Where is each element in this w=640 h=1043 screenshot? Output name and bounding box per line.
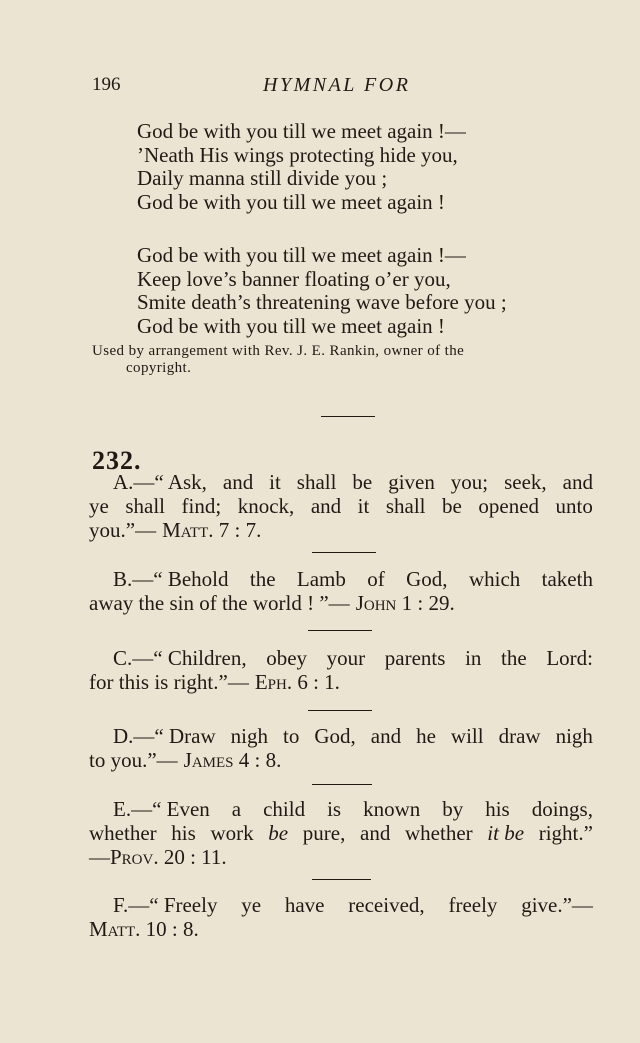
credit-line: copyright. [126, 359, 192, 376]
verse-line: God be with you till we meet again ! [137, 189, 445, 214]
word: C.—“ Children, [113, 646, 247, 670]
scripture-text-b [89, 567, 593, 615]
word: whether [89, 821, 157, 845]
word: he [416, 724, 436, 748]
word: freely [448, 893, 498, 917]
italic-word: be [268, 821, 289, 845]
word: of [367, 567, 385, 591]
word: and [370, 724, 402, 748]
word: draw [498, 724, 541, 748]
scripture-reference: Matt. 10 : 8. [89, 917, 199, 941]
scripture-text-f [89, 893, 593, 941]
text-line [89, 917, 593, 941]
word: child [263, 797, 306, 821]
word: to you.”— [89, 748, 178, 772]
scripture-text-a [89, 470, 593, 542]
page-number: 196 [92, 74, 121, 95]
text-line [89, 893, 593, 917]
word: away the sin of the world ! ”— [89, 591, 350, 615]
verse-line: Daily manna still divide you ; [137, 166, 388, 190]
word: a [231, 797, 242, 821]
section-divider [308, 630, 372, 631]
word: it [269, 470, 281, 494]
credit-line: Used by arrangement with Rev. J. E. Rankin, owner of the [92, 343, 465, 359]
word: knock, [237, 494, 295, 518]
word: in [465, 646, 482, 670]
text-line [89, 821, 593, 845]
word: be [442, 494, 462, 518]
word: find; [181, 494, 222, 518]
text-line [89, 470, 593, 494]
word: ye [89, 494, 109, 518]
word: shall [125, 494, 166, 518]
word: parents [384, 646, 446, 670]
text-line [89, 797, 593, 821]
section-divider [312, 552, 376, 553]
verse-line: God be with you till we meet again !— [137, 119, 466, 143]
text-line [89, 494, 593, 518]
word: — [89, 845, 110, 869]
word: opened [478, 494, 540, 518]
word: it [357, 494, 370, 518]
word: B.—“ Behold [113, 567, 229, 591]
word: obey [266, 646, 308, 670]
verse-line: ’Neath His wings protecting hide you, [137, 142, 458, 167]
word: F.—“ Freely [113, 893, 218, 917]
verse-line: God be with you till we meet again !— [137, 243, 466, 267]
scripture-text-e [89, 797, 593, 869]
italic-word: it [487, 821, 499, 845]
word: is [327, 797, 342, 821]
word: doings, [531, 797, 593, 821]
word: Lamb [296, 567, 346, 591]
section-divider [321, 416, 375, 417]
scripture-reference: James 4 : 8. [183, 748, 282, 772]
section-divider [312, 879, 371, 880]
word: and [562, 470, 593, 494]
word: by [442, 797, 464, 821]
word: known [363, 797, 421, 821]
word: shall [385, 494, 426, 518]
word: be [352, 470, 373, 494]
text-line [89, 845, 593, 869]
word: nigh [230, 724, 268, 748]
word: ye [241, 893, 262, 917]
word: to [282, 724, 300, 748]
word: given [388, 470, 435, 494]
word: you.”— [89, 518, 157, 542]
text-line [89, 724, 593, 748]
hymn-number: 232. [92, 446, 142, 475]
scripture-text-c [89, 646, 593, 694]
word: have [284, 893, 325, 917]
word: his [485, 797, 510, 821]
verse-line: God be with you till we meet again ! [137, 313, 445, 338]
text-line [89, 518, 593, 542]
word: D.—“ Draw [113, 724, 216, 748]
word: and [310, 494, 342, 518]
text-line [89, 646, 593, 670]
word: his [171, 821, 196, 845]
word: unto [555, 494, 593, 518]
word: pure, [302, 821, 346, 845]
word: and [360, 821, 391, 845]
hymn-verse [137, 244, 507, 338]
word: and [222, 470, 254, 494]
word: A.—“ Ask, [113, 470, 207, 494]
word: the [501, 646, 527, 670]
word: the [249, 567, 276, 591]
word: God, [314, 724, 356, 748]
verse-line: Keep love’s banner floating o’er you, [137, 266, 451, 291]
verse-line: Smite death’s threatening wave before you ; [137, 290, 507, 314]
word: nigh [555, 724, 593, 748]
word: taketh [541, 567, 593, 591]
copyright-credit [92, 343, 464, 376]
word: you; [450, 470, 489, 494]
text-line [89, 567, 593, 591]
text-line [89, 670, 593, 694]
word: shall [296, 470, 337, 494]
word: whether [405, 821, 473, 845]
word: E.—“ Even [113, 797, 210, 821]
text-line [89, 748, 593, 772]
word: will [450, 724, 484, 748]
word: give.”— [521, 893, 593, 917]
scripture-reference: John 1 : 29. [355, 591, 455, 615]
word: seek, [504, 470, 547, 494]
word: right.” [538, 821, 593, 845]
scripture-text-d [89, 724, 593, 772]
section-divider [312, 784, 372, 785]
scripture-reference: Eph. 6 : 1. [254, 670, 340, 694]
section-divider [308, 710, 372, 711]
scripture-reference: Matt. 7 : 7. [162, 518, 262, 542]
word: work [210, 821, 254, 845]
word: received, [348, 893, 425, 917]
word: which [468, 567, 521, 591]
word: for this is right.”— [89, 670, 249, 694]
italic-word: be [504, 821, 525, 845]
word: your [326, 646, 366, 670]
scripture-reference: Prov. 20 : 11. [110, 845, 227, 869]
text-line [89, 591, 593, 615]
word: Lord: [546, 646, 593, 670]
running-head: HYMNAL FOR [263, 74, 411, 96]
hymn-verse [137, 120, 466, 214]
word: God, [406, 567, 448, 591]
